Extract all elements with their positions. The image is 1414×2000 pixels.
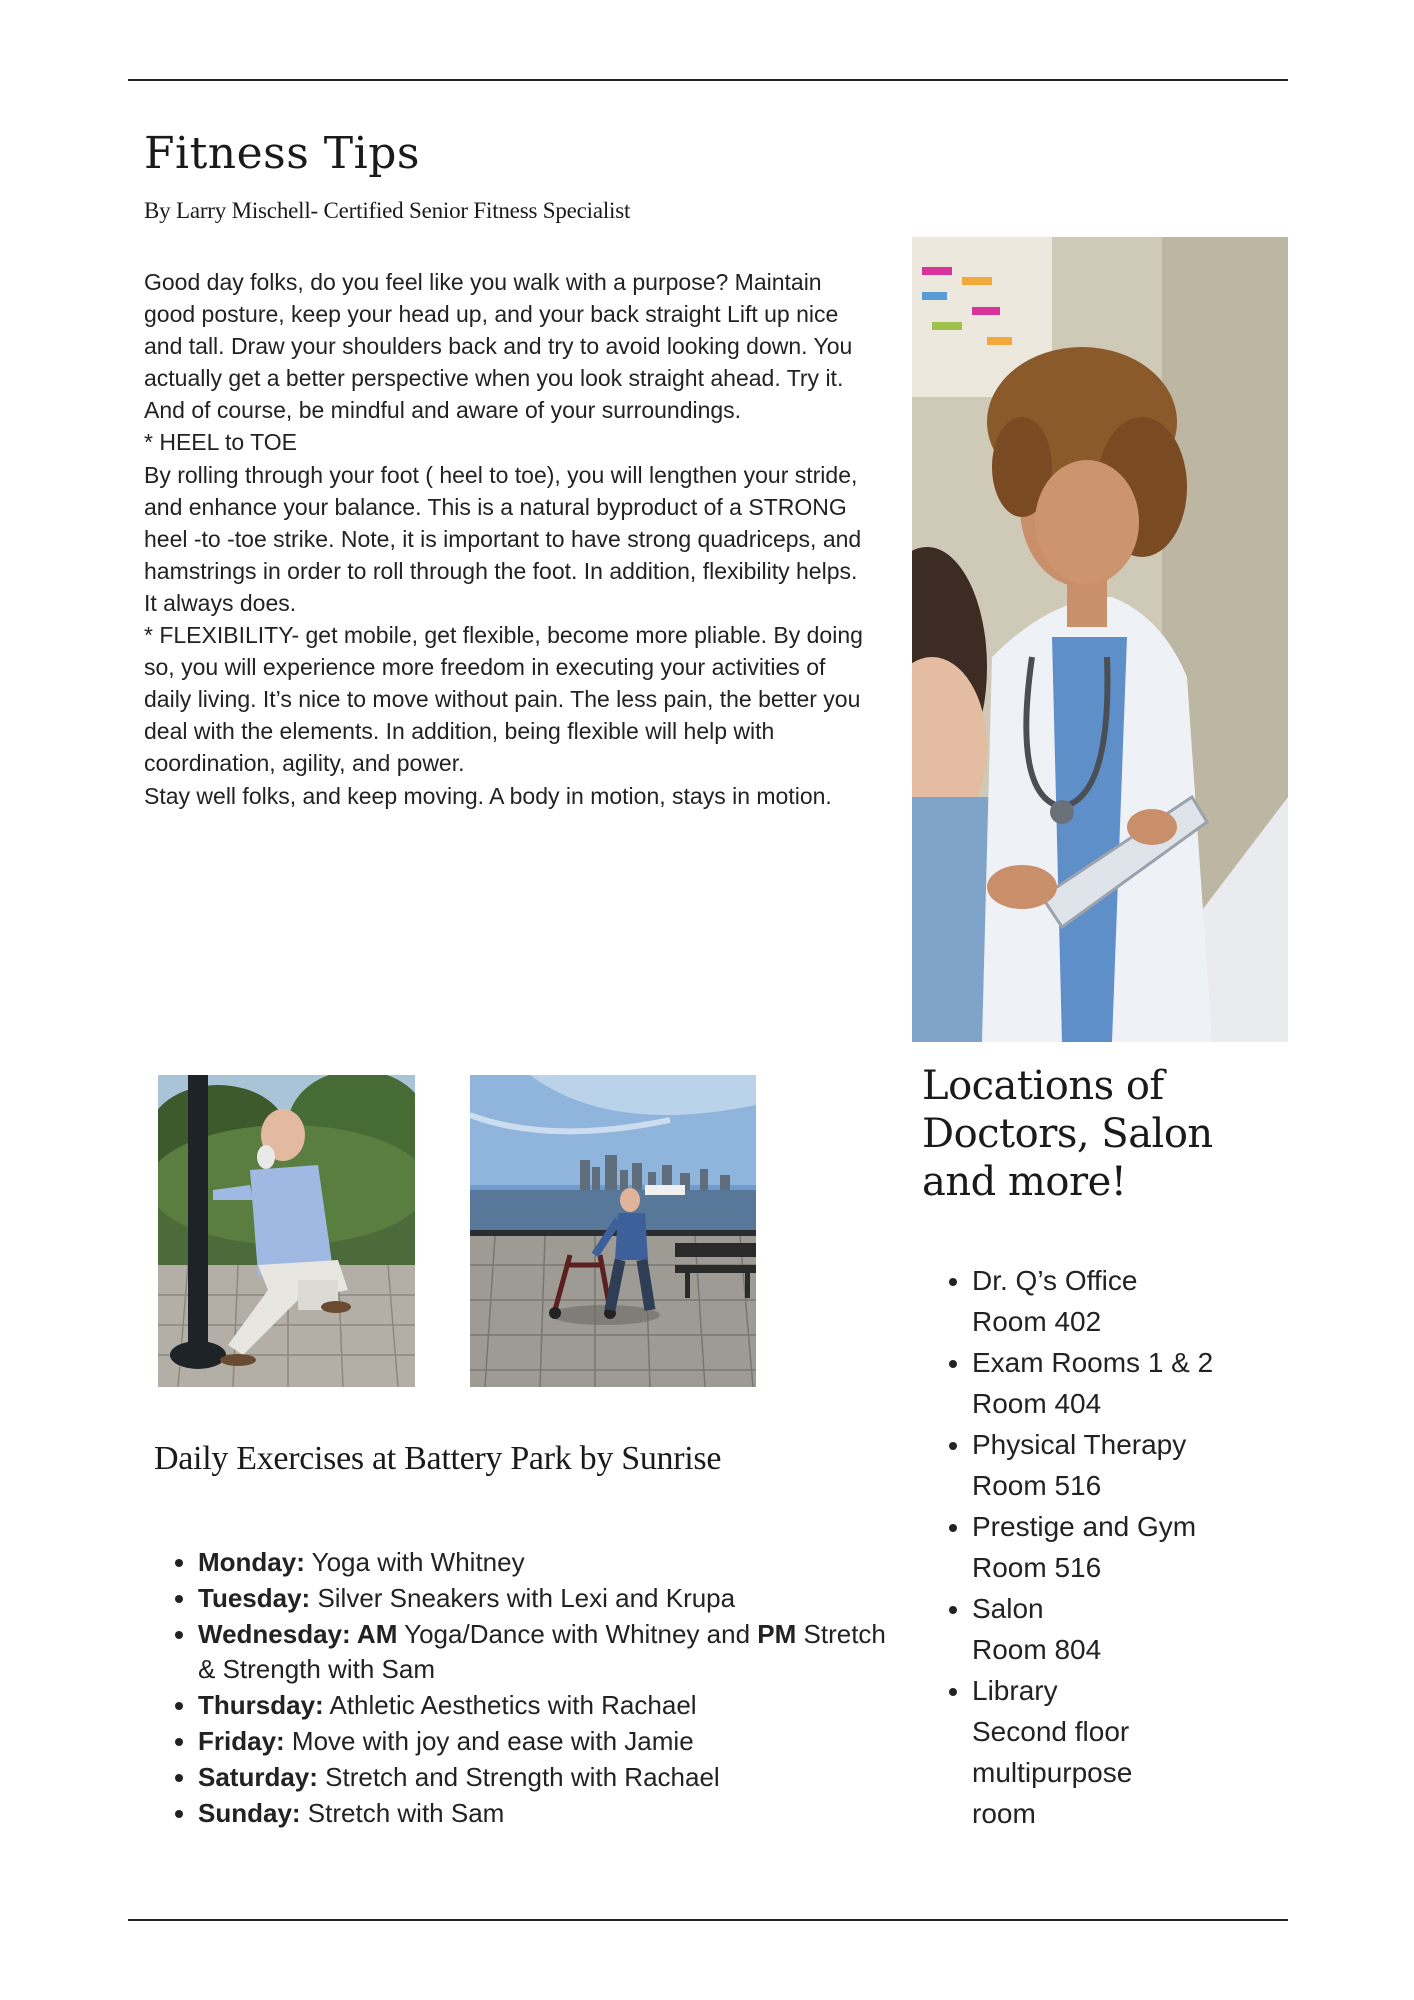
location-room: Second floor multipurpose room <box>972 1716 1133 1829</box>
location-item <box>972 1506 1332 1588</box>
exercise-item <box>198 1688 898 1724</box>
exercise-text: Move with joy and ease with Jamie <box>284 1725 694 1756</box>
location-room: Room 404 <box>972 1388 1102 1419</box>
article-paragraph: Stay well folks, and keep moving. A body in motion, stays in motion. <box>144 782 832 809</box>
article-paragraph: By rolling through your foot ( heel to toe), you will lengthen your stride, and enhance your balance. This is a natural byproduct of a STRONG heel -to -toe strike. Note, it is important to have strong quadriceps, and hamstrings in order to roll through the foot. In addition, flexibility helps. It always does. <box>144 461 862 616</box>
exercise-day-pm: PM <box>757 1618 797 1649</box>
exercise-text: Stretch and Strength with Rachael <box>317 1761 720 1792</box>
exercise-day: Wednesday: AM <box>198 1618 398 1649</box>
exercise-text: Athletic Aesthetics with Rachael <box>323 1690 697 1721</box>
top-divider <box>128 79 1288 81</box>
page-title: Fitness Tips <box>144 128 420 179</box>
exercise-day: Saturday: <box>198 1761 318 1792</box>
bottom-divider <box>128 1919 1288 1921</box>
walker-illustration <box>470 1075 756 1387</box>
location-room: Room 402 <box>972 1306 1102 1337</box>
exercise-day: Tuesday: <box>198 1582 311 1613</box>
exercise-text: Yoga/Dance with Whitney and <box>397 1618 758 1649</box>
exercise-day: Friday: <box>198 1725 285 1756</box>
article-paragraph: * HEEL to TOE <box>144 429 297 456</box>
exercise-item <box>198 1796 898 1832</box>
exercise-item <box>198 1581 898 1617</box>
exercise-text: Stretch with Sam <box>300 1797 505 1828</box>
location-name: • Physical Therapy <box>972 1429 1187 1460</box>
article-paragraph: And of course, be mindful and aware of your surroundings. <box>144 397 742 424</box>
location-item <box>972 1342 1332 1424</box>
location-name: • Library <box>972 1675 1058 1706</box>
location-room: Room 804 <box>972 1634 1102 1665</box>
location-item <box>972 1670 1332 1834</box>
location-name: • Exam Rooms 1 & 2 <box>972 1347 1214 1378</box>
location-item <box>972 1588 1332 1670</box>
article-body <box>144 266 869 812</box>
location-room: Room 516 <box>972 1552 1102 1583</box>
article-paragraph: * FLEXIBILITY- get mobile, get flexible, become more pliable. By doing so, you will experience more freedom in executing your activities of daily living. It’s nice to move without pain. The less pain, the better you deal with the elements. In addition, being flexible will help with coordination, agility, and power. <box>144 622 863 777</box>
stretching-illustration <box>158 1075 415 1387</box>
article-paragraph: Good day folks, do you feel like you walk with a purpose? Maintain good posture, keep your head up, and your back straight Lift up nice and tall. Draw your shoulders back and try to avoid looking down. You actually get a better perspective when you look straight ahead. Try it. <box>144 269 853 392</box>
doctor-illustration <box>912 237 1288 1042</box>
location-name: • Prestige and Gym <box>972 1511 1197 1542</box>
exercise-item <box>198 1760 898 1796</box>
exercise-item <box>198 1545 898 1581</box>
exercise-day: Monday: <box>198 1547 305 1577</box>
exercise-item <box>198 1724 898 1760</box>
exercises-heading: Daily Exercises at Battery Park by Sunrise <box>154 1440 722 1477</box>
location-name: • Salon <box>972 1593 1044 1624</box>
exercise-day: Thursday: <box>198 1690 324 1721</box>
location-name: • Dr. Q’s Office <box>972 1265 1138 1296</box>
senior-stretching-by-lamppost-photo <box>158 1075 415 1387</box>
exercise-day: Sunday: <box>198 1797 301 1828</box>
senior-with-walker-on-waterfront-photo <box>470 1075 756 1387</box>
locations-list <box>922 1260 1332 1834</box>
exercises-list <box>148 1545 898 1831</box>
byline: By Larry Mischell- Certified Senior Fitness Specialist <box>144 198 631 223</box>
exercise-text: Yoga with Whitney <box>304 1547 525 1577</box>
locations-heading: Locations of Doctors, Salon and more! <box>922 1063 1213 1205</box>
location-room: Room 516 <box>972 1470 1102 1501</box>
exercise-text: Silver Sneakers with Lexi and Krupa <box>310 1582 736 1613</box>
location-item <box>972 1424 1332 1506</box>
location-item <box>972 1260 1332 1342</box>
exercise-item <box>198 1617 898 1689</box>
doctor-with-tablet-photo <box>912 237 1288 1042</box>
exercise-text-pm: Stretch & Strength with Sam <box>198 1618 886 1685</box>
